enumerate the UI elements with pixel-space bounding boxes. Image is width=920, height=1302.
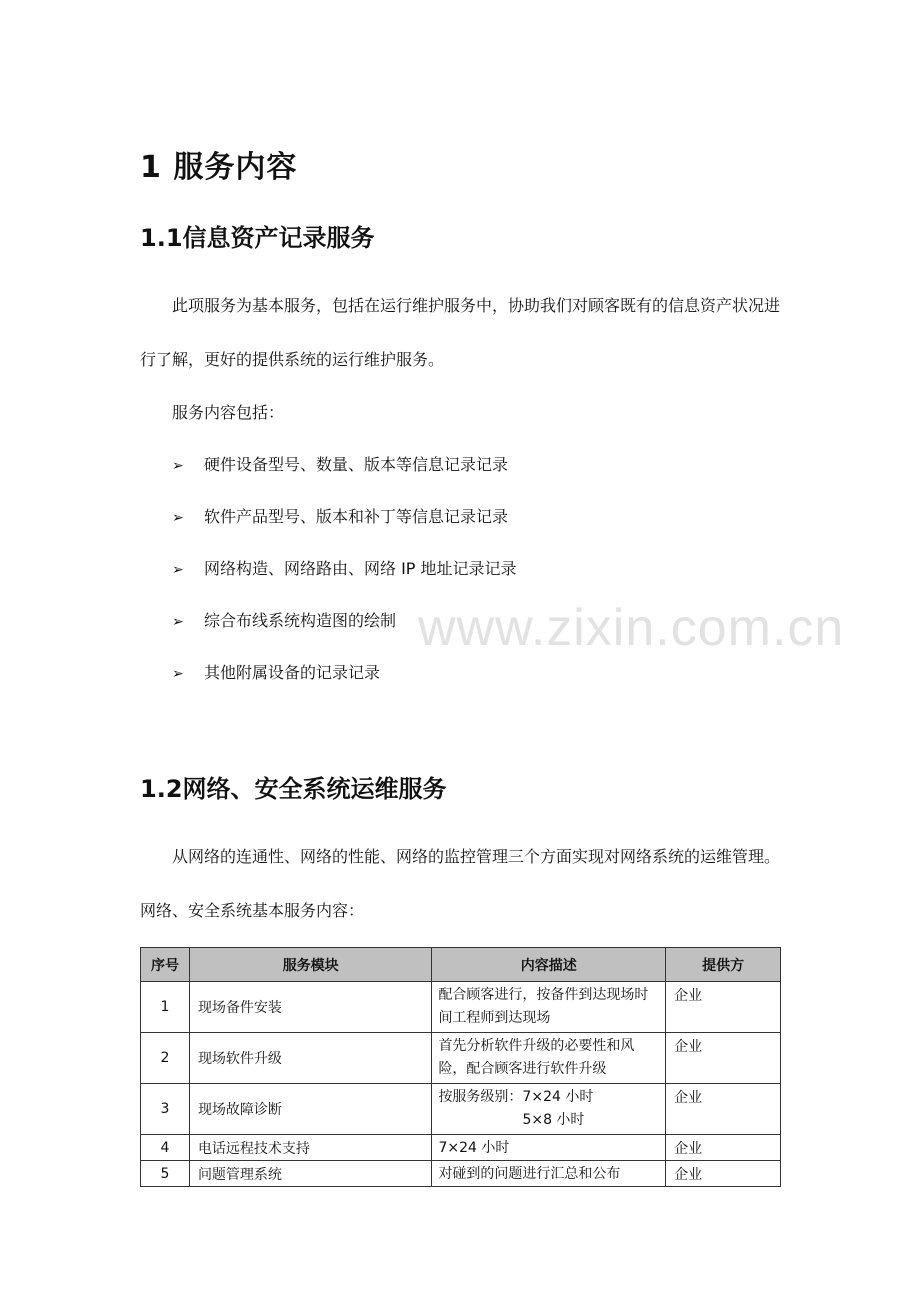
cell-module: 电话远程技术支持 [189,1135,432,1161]
header-module: 服务模块 [189,948,432,982]
arrow-bullet-icon: ➢ [172,614,184,630]
section-1-1-heading: 1.1信息资产记录服务 [140,224,375,252]
cell-provider: 企业 [666,1084,781,1135]
list-item: ➢ 网络构造、网络路由、网络 IP 地址记录记录 [172,559,517,578]
cell-module: 现场软件升级 [189,1033,432,1084]
arrow-bullet-icon: ➢ [172,510,184,526]
arrow-bullet-icon: ➢ [172,458,184,474]
cell-no: 5 [141,1161,190,1187]
table-row [141,1135,781,1161]
list-intro: 服务内容包括： [172,403,285,422]
cell-no: 2 [141,1033,190,1084]
list-item: ➢ 其他附属设备的记录记录 [172,663,381,682]
desc-line: 5×8 小时 [522,1112,585,1128]
table-row [141,1161,781,1187]
cell-provider: 企业 [666,1161,781,1187]
table-row [141,982,781,1033]
cell-no: 4 [141,1135,190,1161]
service-table [140,947,781,1187]
cell-module: 现场故障诊断 [189,1084,432,1135]
section-1-2-paragraph: 从网络的连通性、网络的性能、网络的监控管理三个方面实现对网络系统的运维管理。网络、安全系统基本服务内容： [140,847,781,920]
cell-desc: 7×24 小时 [432,1135,666,1161]
table-row [141,1084,781,1135]
cell-desc: 对碰到的问题进行汇总和公布 [432,1161,666,1187]
header-provider: 提供方 [666,948,781,982]
header-desc: 内容描述 [432,948,666,982]
list-item: ➢ 软件产品型号、版本和补丁等信息记录记录 [172,507,509,526]
cell-provider: 企业 [666,982,781,1033]
table-header-row [141,948,781,982]
page-heading: 1 服务内容 [140,150,298,185]
cell-module: 问题管理系统 [189,1161,432,1187]
cell-no: 1 [141,982,190,1033]
table-row [141,1033,781,1084]
cell-provider: 企业 [666,1033,781,1084]
cell-desc: 配合顾客进行，按备件到达现场时间工程师到达现场 [432,982,666,1033]
arrow-bullet-icon: ➢ [172,562,184,578]
header-no: 序号 [141,948,190,982]
cell-provider: 企业 [666,1135,781,1161]
watermark: www.zixin.com.cn [418,599,845,657]
arrow-bullet-icon: ➢ [172,666,184,682]
section-1-2-heading: 1.2网络、安全系统运维服务 [140,775,447,803]
cell-desc [432,1084,666,1135]
desc-line: 按服务级别：7×24 小时 [438,1089,594,1105]
cell-desc: 首先分析软件升级的必要性和风险，配合顾客进行软件升级 [432,1033,666,1084]
list-item: ➢ 综合布线系统构造图的绘制 [172,611,397,630]
section-1-1-paragraph: 此项服务为基本服务，包括在运行维护服务中，协助我们对顾客既有的信息资产状况进行了解，更好的提供系统的运行维护服务。 [140,296,781,369]
cell-module: 现场备件安装 [189,982,432,1033]
cell-no: 3 [141,1084,190,1135]
list-item: ➢ 硬件设备型号、数量、版本等信息记录记录 [172,455,509,474]
